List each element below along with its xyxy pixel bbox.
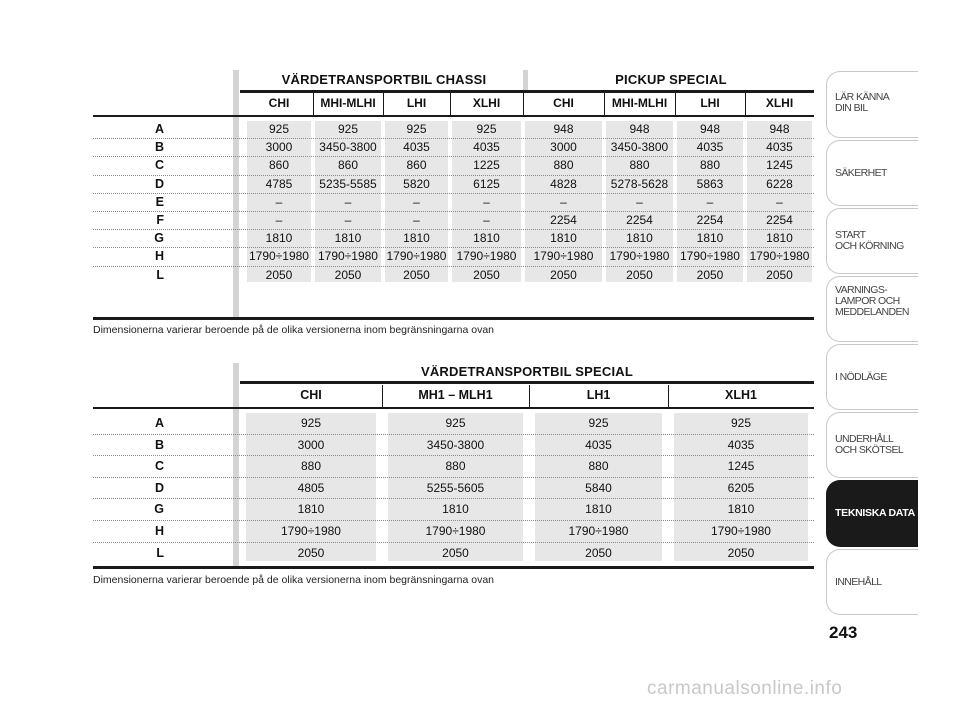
table2-cell: 2050: [585, 545, 612, 560]
table1-column-header: CHI: [553, 96, 574, 110]
table1-top-rule: [240, 90, 814, 93]
table1-header-divider: [604, 93, 605, 115]
table1-cell: 1790÷1980: [318, 249, 378, 264]
table1-cell: 2254: [626, 213, 653, 227]
table1-cell: 4035: [766, 140, 793, 155]
table2-cell: 925: [730, 416, 752, 430]
table1-header-divider: [313, 93, 314, 115]
table1-cell: 2050: [403, 267, 430, 282]
table1-group-title: VÄRDETRANSPORTBIL CHASSI: [281, 72, 487, 87]
table1-bottom-rule: [93, 317, 814, 320]
table2-row-divider: [93, 520, 814, 521]
table2-cell: 2050: [727, 545, 755, 560]
table1-cell: 3000: [265, 140, 293, 155]
table2-header-divider: [668, 385, 669, 407]
table1-cell: 2050: [766, 267, 793, 282]
table1-cell: 1810: [766, 231, 793, 246]
table2-cell: 3450-3800: [426, 437, 485, 452]
table1-cell: –: [344, 213, 352, 227]
sidebar-tab-label: UNDERHÅLL OCH SKÖTSEL: [835, 433, 904, 456]
table1-cell: –: [706, 194, 714, 209]
table1-column-header: MHI-MLHI: [611, 96, 668, 110]
table1-cell: 1790÷1980: [249, 249, 309, 264]
table1-cell: 925: [337, 122, 359, 136]
table1-row-label: D: [154, 176, 164, 191]
sidebar-tab-label: LÄR KÄNNA DIN BIL: [835, 91, 890, 114]
table1-cell: 1790÷1980: [533, 249, 594, 264]
table1-header-divider: [523, 93, 524, 115]
table2-cell: 880: [445, 459, 466, 474]
table1-cell: 2254: [766, 213, 793, 227]
table1-cell: 4035: [403, 140, 430, 155]
table2-row-divider: [93, 542, 814, 543]
table2-row-label: B: [154, 437, 164, 452]
page-number: 243: [829, 623, 858, 642]
table1-header-divider: [745, 93, 746, 115]
table1-cell: 5863: [696, 176, 724, 191]
table2-row-label: A: [154, 416, 164, 430]
table1-header-divider: [450, 93, 451, 115]
sidebar-tab[interactable]: [826, 140, 918, 206]
table1-cell: 5278-5628: [610, 176, 669, 191]
table1-cell: 1790÷1980: [609, 249, 670, 264]
table1-row-label: F: [156, 213, 164, 227]
table1-cell: 948: [699, 122, 721, 136]
table1-cell: 1245: [766, 158, 793, 173]
table2-cell: 925: [445, 416, 466, 430]
table2-row-divider: [93, 434, 814, 435]
table2-cell: 880: [300, 459, 322, 474]
table1-cell: 880: [553, 158, 574, 173]
table2-cell: 925: [588, 416, 609, 430]
table1-cell: 860: [406, 158, 427, 173]
table1-column-header: XLHI: [765, 96, 794, 110]
table2-cell: 5840: [585, 480, 612, 495]
table2-row-label: H: [154, 524, 164, 538]
table2-cell: 1790÷1980: [425, 524, 486, 538]
table1-header-divider: [383, 93, 384, 115]
table1-cell: 5235-5585: [319, 176, 377, 191]
table2-cell: 1790÷1980: [711, 524, 771, 538]
table1-cell: 2050: [696, 267, 724, 282]
table1-cell: 860: [337, 158, 359, 173]
table2-top-rule: [240, 381, 814, 384]
table2-cell: 1810: [727, 502, 755, 517]
table2-title: VÄRDETRANSPORTBIL SPECIAL: [420, 364, 634, 379]
table2-cell: 1790÷1980: [281, 524, 341, 538]
table2-frame-bar: [233, 363, 239, 568]
table2-row-divider: [93, 477, 814, 478]
table2-header-divider: [382, 385, 383, 407]
table1-cell: –: [413, 213, 420, 227]
table1-row-label: H: [154, 249, 164, 264]
table1-cell: 880: [699, 158, 721, 173]
table1-cell: 1225: [473, 158, 500, 173]
table1-header-divider: [675, 93, 676, 115]
watermark-text: carmanualsonline.info: [647, 678, 843, 699]
table1-row-label: G: [154, 231, 164, 246]
table2-header-divider: [529, 385, 530, 407]
table1-cell: 1810: [403, 231, 430, 246]
table1-cell: 948: [769, 122, 790, 136]
table1-cell: 2254: [696, 213, 724, 227]
table1-cell: 2050: [265, 267, 293, 282]
table2-cell: 2050: [297, 545, 325, 560]
table2-row-label: L: [156, 545, 164, 560]
table1-cell: 925: [476, 122, 497, 136]
table1-row-label: A: [154, 122, 164, 136]
table1-cell: 948: [629, 122, 650, 136]
table1-cell: 880: [629, 158, 650, 173]
table1-cell: 1790÷1980: [749, 249, 810, 264]
table2-cell: 6205: [727, 480, 755, 495]
table1-cell: 1810: [696, 231, 724, 246]
sidebar-tab-label: VARNINGS- LAMPOR OCH MEDDELANDEN: [835, 284, 909, 318]
table2-header-rule: [93, 407, 814, 409]
table2-cell: 880: [588, 459, 609, 474]
table2-cell: 3000: [297, 437, 325, 452]
sidebar-tab-label: SÄKERHET: [835, 167, 887, 179]
table1-cell: 1790÷1980: [680, 249, 740, 264]
table1-cell: 925: [268, 122, 290, 136]
table1-column-header: LHI: [406, 96, 427, 110]
sidebar-tab[interactable]: [826, 276, 918, 342]
table2-cell: 1810: [297, 502, 325, 517]
table2-column-header: LH1: [586, 388, 611, 402]
table1-cell: 925: [406, 122, 427, 136]
sidebar-tab-label: TEKNISKA DATA: [835, 507, 915, 519]
table2-cell: 1245: [727, 459, 755, 474]
table1-cell: 1810: [626, 231, 653, 246]
table1-cell: 2050: [334, 267, 362, 282]
sidebar-tab[interactable]: [826, 480, 918, 547]
table2-note: Dimensionerna varierar beroende på de olika versionerna inom begränsningarna ovan: [93, 574, 494, 586]
table2-row-label: D: [154, 480, 164, 495]
table2-cell: 1810: [585, 502, 612, 517]
table2-cell: 4035: [727, 437, 755, 452]
table1-cell: 1810: [334, 231, 362, 246]
table1-cell: 860: [268, 158, 290, 173]
table2-cell: 925: [300, 416, 322, 430]
table1-cell: –: [636, 194, 643, 209]
table2-column-header: MH1 – MLH1: [418, 388, 493, 402]
table1-note: Dimensionerna varierar beroende på de olika versionerna inom begränsningarna ovan: [93, 324, 494, 336]
table2-column-header: CHI: [300, 388, 322, 402]
table1-cell: 6228: [766, 176, 793, 191]
sidebar-tab[interactable]: [826, 344, 918, 410]
table1-cell: –: [560, 194, 567, 209]
table1-cell: 1790÷1980: [456, 249, 517, 264]
sidebar-tab-label: I NÖDLÄGE: [835, 371, 887, 383]
table1-row-label: C: [154, 158, 164, 173]
table1-row-label: E: [155, 194, 164, 209]
table1-cell: –: [483, 213, 490, 227]
table1-cell: 3450-3800: [319, 140, 377, 155]
table2-cell: 2050: [442, 545, 469, 560]
table1-cell: 4828: [550, 176, 577, 191]
table1-cell: 1810: [473, 231, 500, 246]
table1-group-title: PICKUP SPECIAL: [615, 72, 727, 87]
table2-cell: 4035: [585, 437, 612, 452]
table1-cell: 4035: [696, 140, 724, 155]
table2-row-divider: [93, 498, 814, 499]
sidebar-tab-label: START OCH KÖRNING: [835, 229, 904, 252]
table2-cell: 5255-5605: [426, 480, 485, 495]
table1-column-header: LHI: [700, 96, 720, 110]
table1-cell: –: [776, 194, 783, 209]
table1-cell: 2254: [550, 213, 577, 227]
table1-column-header: CHI: [268, 96, 290, 110]
table1-cell: 1810: [265, 231, 293, 246]
table1-column-header: XLHI: [472, 96, 501, 110]
table1-cell: 2050: [626, 267, 653, 282]
table1-cell: 1810: [550, 231, 577, 246]
sidebar-tab[interactable]: [826, 549, 918, 615]
table1-column-header: MHI-MLHI: [320, 96, 376, 110]
table1-cell: 2050: [550, 267, 577, 282]
table1-cell: 1790÷1980: [386, 249, 447, 264]
table2-column-header: XLH1: [725, 388, 757, 402]
table1-cell: –: [483, 194, 490, 209]
sidebar-tab-label: INNEHÅLL: [835, 576, 882, 588]
table1-cell: 4035: [473, 140, 500, 155]
table1-cell: 6125: [473, 176, 500, 191]
table1-cell: 948: [553, 122, 574, 136]
sidebar-tab[interactable]: [826, 71, 918, 138]
table1-cell: –: [344, 194, 352, 209]
table2-row-label: G: [154, 502, 164, 517]
table1-row-label: B: [154, 140, 164, 155]
table2-row-divider: [93, 455, 814, 456]
table1-cell: –: [275, 194, 283, 209]
table1-cell: 5820: [403, 176, 430, 191]
table1-cell: 2050: [473, 267, 500, 282]
table2-cell: 4805: [297, 480, 325, 495]
table1-cell: 3450-3800: [610, 140, 669, 155]
table2-cell: 1790÷1980: [568, 524, 629, 538]
table1-header-rule: [93, 115, 814, 117]
table2-cell: 1810: [442, 502, 469, 517]
sidebar-tab[interactable]: [826, 412, 918, 478]
table1-cell: 3000: [550, 140, 577, 155]
table2-row-label: C: [154, 459, 164, 474]
table1-cell: 4785: [265, 176, 293, 191]
table1-row-label: L: [156, 267, 164, 282]
table1-cell: –: [275, 213, 283, 227]
sidebar-tab[interactable]: [826, 208, 918, 274]
table2-bottom-rule: [93, 566, 814, 569]
table1-cell: –: [413, 194, 420, 209]
